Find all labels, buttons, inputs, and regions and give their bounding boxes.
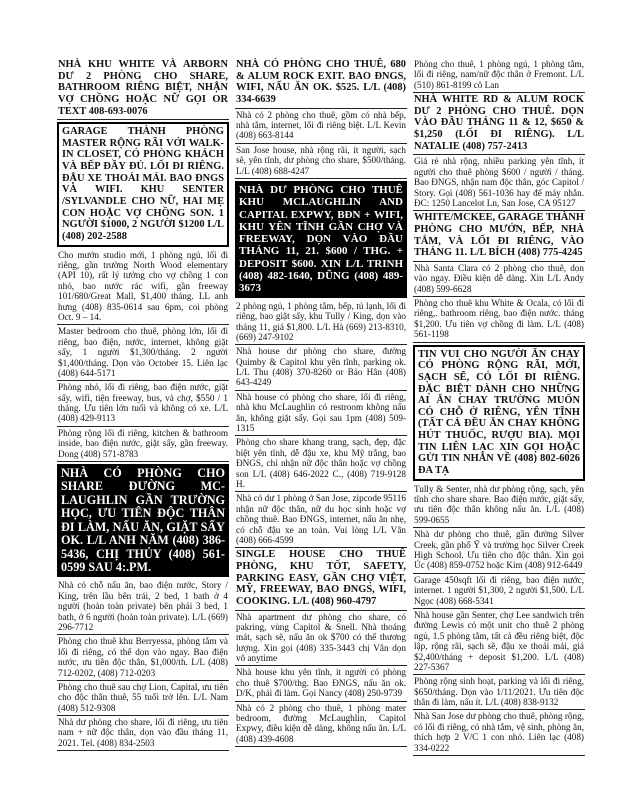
- ads-column-1: [57, 58, 229, 800]
- classified-ad: SINGLE HOUSE CHO THUÊ PHÒNG, KHU TỐT, SAFETY, PARKING EASY, GẦN CHỢ VIỆT, MỸ, FREEWAY, BAO ĐNGS, WIFI, COOKING. L/L (408) 960-4797: [235, 548, 407, 610]
- classified-ad: Tully & Senter, nhà dư phòng rộng, sạch, yên tĩnh cho share share. Bao điện nước, giặt sấy, ưu tiên độc thân không nấu ăn. L/L (408) 599-0655: [413, 483, 585, 529]
- classified-ad: Nhà có chỗ nấu ăn, bao điện nước, Story / King, trên lầu bên trái, 2 bed, 1 bath ở 4 người (hoàn toàn private) bên phải 3 bed, 1 bath, ở 6 người (hoàn toàn private). L/L (669) 296-7712: [57, 579, 229, 635]
- classified-ad: Nhà có dư 1 phòng ở San Jose, zipcode 95116 nhận nữ độc thân, nữ du học sinh hoặc vợ chồng thuê. Bao ĐNGS, internet, nấu ăn nhẹ, có chỗ đậu xe an toàn. Vui lòng L/L Vân (408) 666-4599: [235, 492, 407, 548]
- classified-ad: WHITE/MCKEE, GARAGE THÀNH PHÒNG CHO MƯỚN, BẾP, NHÀ TẮM, VÀ LỐI ĐI RIÊNG, VÀO THÁNG 11. L/L BÍCH (408) 775-4245: [413, 211, 585, 262]
- classified-ad: Nhà San Jose dư phòng cho thuê, phòng rộng, có lối đi riêng, có nhà tắm, vệ sinh, phòng ăn, thích hợp 2 V/C 1 con nhỏ. Liên lạc (408) 334-0222: [413, 710, 585, 756]
- classified-ad: Nhà có 2 phòng cho thuê, 1 phòng mater bedroom, đường McLaughlin, Capitol Expwy, điều kiện dễ dàng, không nấu ăn. L/L (408) 439-4608: [235, 702, 407, 748]
- classified-ad: Phòng rộng lối đi riêng, kitchen & bathroom inside, bao điện nước, giặt sấy, gần freeway. Dong (408) 571-8783: [57, 427, 229, 462]
- classified-ad: Nhà house dư phòng cho share, đường Quimby & Capitol khu yên tĩnh, parking ok. L/L Thu (408) 370-8260 or Bảo Hân (408) 643-4249: [235, 345, 407, 391]
- classified-ad: Nhà house có phòng cho share, lối đi riêng, nhà khu McLaughlin có restroom không nấu ăn, không giặt sấy. Gọi sau 1pm (408) 509-1315: [235, 391, 407, 437]
- classified-ad: Phòng rộng sinh hoạt, parking và lối đi riêng, $650/tháng. Dọn vào 1/11/2021. Ưu tiên độc thân đi làm, nấu ít. L/L (408) 838-9132: [413, 675, 585, 710]
- classified-ad: Giá rẻ nhà rộng, nhiều parking yên tĩnh, ít người cho thuê phòng $600 / người / tháng. Bao ĐNGS, nhận nam độc thân, góc Capitol / Story. Gọi (408) 561-1036 hay để máy nhắn. ĐC: 1250 Lancelot Ln, San Jose, CA 95127: [413, 155, 585, 211]
- classified-ad: Nhà house khu yên tĩnh, ít người có phòng cho thuê $700/thg. Bao ĐNGS, nấu ăn ok. D/K, phải đi làm. Gọi Nancy (408) 250-9739: [235, 666, 407, 701]
- classified-ad: 2 phòng ngủ, 1 phòng tắm, bếp, tủ lạnh, lối đi riêng, bao giặt sấy, khu Tully / King, dọn vào tháng 11, giá $1,800. L/L Hà (669) 213-8310, (669) 247-9102: [235, 300, 407, 346]
- classified-ad: Nhà apartment dư phòng cho share, có pakring, vùng Capitol & Snell. Nhà thoáng mát, sạch sẽ, nấu ăn ok $700 có thể thương lượng. Xin gọi (408) 335-3443 chị Vân dọn vô anytime: [235, 611, 407, 667]
- classified-ad: Phòng cho thuê khu White & Ocala, có lối đi riêng,. bathroom riêng, bao điện nước. tháng $1,200. Ưu tiên vợ chồng đi làm. L/L (408) 561-1198: [413, 297, 585, 343]
- classified-ad: Nhà có 2 phòng cho thuê, gồm có nhà bếp, nhà tắm, internet, lối đi riêng biệt. L/L Kevin (408) 663-8144: [235, 109, 407, 144]
- classified-ad: Cho mướn studio mới, 1 phòng ngủ, lối đi riêng, gần trường North Wood elementary (API 10), rất lý tưởng cho vợ chồng 1 con nhỏ, bao nước rác wifi, gần freeway 101/680/Great Mall, $1,400 tháng. LL anh hưng (408) 835-0614 sau 6pm, coi phòng Oct. 9 – 14.: [57, 249, 229, 326]
- classified-ad: Master bedroom cho thuê, phòng lớn, lối đi riêng, bao điện, nước, internet, không giặt sấy, 1 người $1,300/tháng. 2 người $1,400/tháng. Dọn vào October 15. Liên lạc (408) 644-5171: [57, 325, 229, 381]
- classified-ad: GARAGE THÀNH PHÒNG MASTER RỘNG RÃI VỚI WALK-IN CLOSET, CÓ PHÒNG KHÁCH VÀ BẾP ĐẦY ĐỦ. LỐI ĐI RIÊNG. ĐẬU XE THOẢI MÁI. BAO ĐNGS VÀ WIFI. KHU SENTER /SYLVANDLE CHO NỮ, HAI MẸ CON HOẶC VỢ CHỒNG SON. 1 NGƯỜI $1000, 2 NGƯỜI $1200 L/L (408) 202-2588: [57, 122, 229, 246]
- classified-ad: NHÀ CÓ PHÒNG CHO THUÊ, 680 & ALUM ROCK EXIT. BAO ĐNGS, WIFI, NẤU ĂN OK. $525. L/L (408) 334-6639: [235, 58, 407, 109]
- classified-ad: Phòng cho thuê sau chợ Lion, Capital, ưu tiên cho độc thân thuê, 55 tuổi trở lên. L/L Nam (408) 512-9308: [57, 681, 229, 716]
- classified-ad: Nhà house gần Senter, chợ Lee sandwich trên đường Lewis có một unit cho thuê 2 phòng ngủ, 1.5 phòng tắm, tất cả đều riêng biệt, độc lập, rộng rãi, sạch sẽ, đậu xe thoải mái, giá $2,400/tháng + deposit $1,200. L/L (408) 227-5367: [413, 609, 585, 675]
- classified-ad: NHÀ DƯ PHÒNG CHO THUÊ KHU MCLAUGHLIN AND CAPITAL EXPWY, BĐN + WIFI, KHU YÊN TĨNH GẦN CHỢ VÀ FREEWAY, DỌN VÀO ĐẦU THÁNG 11, 21. $600 / THG. + DEPOSIT $600. XIN L/L TRINH (408) 482-1640, DŨNG (408) 489-3673: [235, 181, 407, 298]
- classified-ad: Nhà Santa Clara có 2 phòng cho thuê, dọn vào ngay. Điều kiện dễ dàng. Xin L/L Andy (408) 599-6628: [413, 262, 585, 297]
- ads-column-3: [413, 58, 585, 800]
- classified-ad: NHÀ WHITE RD & ALUM ROCK DƯ 2 PHÒNG CHO THUÊ. DỌN VÀO ĐẦU THÁNG 11 & 12, $650 & $1,250 (LỐI ĐI RIÊNG). L/L NATALIE (408) 757-2413: [413, 93, 585, 155]
- classified-ad: Phòng nhỏ, lối đi riêng, bao điện nước, giặt sấy, wifi, tiện freeway, bus, và chợ, $550 / 1 tháng. Ưu tiên lớn tuổi và không có xe. L/L (408) 429-9113: [57, 381, 229, 427]
- classified-ad: NHÀ KHU WHITE VÀ ARBORN DƯ 2 PHÒNG CHO SHARE, BATHROOM RIÊNG BIỆT, NHẬN VỢ CHỒNG HOẶC NỮ GỌI OR TEXT 408-693-0076: [57, 58, 229, 120]
- classified-ad: Nhà dư phòng cho share, lối đi riêng, ưu tiên nam + nữ độc thân, dọn vào đầu tháng 11, 2021. Tel. (408) 834-2503: [57, 716, 229, 751]
- classified-ad: Phòng cho thuê khu Berryessa, phòng tắm và lối đi riêng, có thể dọn vào ngay. Bao điện nước, ưu tiên độc thân, $1,000/th. L/L (408) 712-0202, (408) 712-0203: [57, 635, 229, 681]
- classified-ad: Garage 450sqft lối đi riêng, bao điện nước, internet. 1 người $1,300, 2 người $1,500. L/L Ngọc (408) 668-5341: [413, 574, 585, 609]
- ads-column-2: [235, 58, 407, 800]
- classified-ad: TIN VUI CHO NGƯỜI ĂN CHAY CÓ PHÒNG RỘNG RÃI, MỚI, SẠCH SẼ, CÓ LỐI ĐI RIÊNG. ĐẶC BIỆT DÀNH CHO NHỮNG AI ĂN CHAY TRƯỜNG MUỐN CÓ CHỖ Ở RIÊNG, YÊN TĨNH (TẤT CẢ ĐỀU ĂN CHAY KHÔNG HÚT THUỐC, RƯỢU BIA). MỌI TIN LIÊN LẠC XIN GỌI HOẶC GỬI TIN NHẮN VỀ (408) 802-6026 ĐA TẠ: [413, 345, 585, 481]
- classified-ad: San Jose house, nhà rộng rãi, ít người, sạch sẽ, yên tĩnh, dư phòng cho share, $500/tháng. L/L (408) 688-4247: [235, 144, 407, 179]
- classified-ad: Phòng cho share khang trang, sạch, đẹp, đặc biệt yên tĩnh, dễ đậu xe, khu Mỹ trắng, bao ĐNGS, chỉ nhận nữ độc thân hoặc vợ chồng son L/L (408) 646-2022 C., (408) 719-9128 H.: [235, 436, 407, 492]
- classified-ad: Phòng cho thuê, 1 phòng ngủ, 1 phòng tắm, lối đi riêng, nam/nữ độc thân ở Fremont. L/L (510) 861-8199 cô Lan: [413, 58, 585, 93]
- classified-ad: Nhà dư phòng cho thuê, gần đường Silver Creek, gần phố Ỹ và trường học Silver Creek High School. Ưu tiên cho độc thân. Xin gọi Úc (408) 859-0752 hoặc Kim (408) 912-6449: [413, 528, 585, 574]
- classified-ad: NHÀ CÓ PHÒNG CHO SHARE ĐƯỜNG MC-LAUGHLIN GẦN TRƯỜNG HỌC, ƯU TIÊN ĐỘC THÂN ĐI LÀM, NẤU ĂN, GIẶT SẤY OK. L/L ANH NĂM (408) 386-5436, CHỊ THỦY (408) 561-0599 SAU 4:.PM.: [57, 464, 229, 577]
